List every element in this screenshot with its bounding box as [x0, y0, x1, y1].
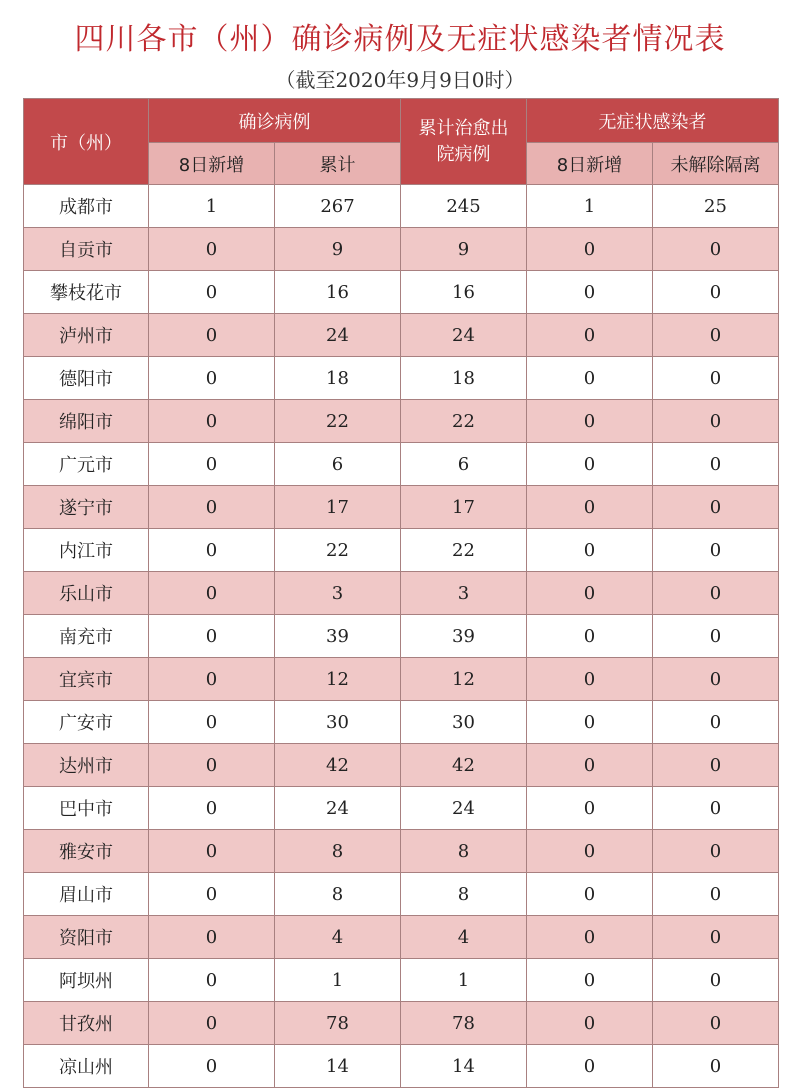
cell-asym-new: 0	[527, 228, 653, 271]
cell-confirmed-new: 1	[149, 185, 275, 228]
cell-confirmed-new: 0	[149, 787, 275, 830]
cell-asym-new: 0	[527, 529, 653, 572]
header-city: 市（州）	[24, 99, 149, 185]
cell-city: 宜宾市	[24, 658, 149, 701]
cell-city: 广元市	[24, 443, 149, 486]
cell-city: 凉山州	[24, 1045, 149, 1088]
cell-cured: 12	[401, 658, 527, 701]
table-row	[24, 658, 779, 701]
table-row	[24, 830, 779, 873]
cell-confirmed-new: 0	[149, 916, 275, 959]
table-row	[24, 615, 779, 658]
cell-asym-new: 0	[527, 271, 653, 314]
cell-confirmed-new: 0	[149, 443, 275, 486]
table-row	[24, 443, 779, 486]
cell-asym-new: 0	[527, 1045, 653, 1088]
cell-asym-unreleased: 0	[653, 529, 779, 572]
header-asym-unreleased: 未解除隔离	[653, 143, 779, 185]
cell-cured: 22	[401, 529, 527, 572]
cell-asym-unreleased: 0	[653, 701, 779, 744]
cell-confirmed-new: 0	[149, 615, 275, 658]
cell-city: 广安市	[24, 701, 149, 744]
cell-cured: 8	[401, 830, 527, 873]
cell-cured: 22	[401, 400, 527, 443]
cell-confirmed-total: 22	[275, 400, 401, 443]
cell-city: 雅安市	[24, 830, 149, 873]
cell-city: 阿坝州	[24, 959, 149, 1002]
cell-city: 成都市	[24, 185, 149, 228]
table-row	[24, 400, 779, 443]
cell-asym-new: 0	[527, 314, 653, 357]
table-row	[24, 486, 779, 529]
cell-asym-unreleased: 0	[653, 830, 779, 873]
cell-confirmed-total: 4	[275, 916, 401, 959]
cell-confirmed-total: 30	[275, 701, 401, 744]
cell-asym-new: 0	[527, 873, 653, 916]
cell-asym-unreleased: 0	[653, 314, 779, 357]
cases-table	[23, 98, 779, 1088]
cell-asym-new: 0	[527, 443, 653, 486]
table-row	[24, 916, 779, 959]
table-row	[24, 228, 779, 271]
cell-city: 遂宁市	[24, 486, 149, 529]
cell-cured: 1	[401, 959, 527, 1002]
table-row	[24, 314, 779, 357]
cell-confirmed-new: 0	[149, 701, 275, 744]
cell-confirmed-new: 0	[149, 959, 275, 1002]
cell-asym-new: 0	[527, 830, 653, 873]
cell-asym-new: 0	[527, 744, 653, 787]
cell-city: 绵阳市	[24, 400, 149, 443]
cell-city: 自贡市	[24, 228, 149, 271]
cell-asym-new: 0	[527, 916, 653, 959]
cell-city: 泸州市	[24, 314, 149, 357]
cell-asym-unreleased: 0	[653, 572, 779, 615]
cell-cured: 8	[401, 873, 527, 916]
cell-confirmed-total: 42	[275, 744, 401, 787]
table-row	[24, 271, 779, 314]
cell-cured: 42	[401, 744, 527, 787]
cell-confirmed-new: 0	[149, 1045, 275, 1088]
cell-confirmed-total: 14	[275, 1045, 401, 1088]
cell-confirmed-total: 24	[275, 787, 401, 830]
cell-confirmed-total: 17	[275, 486, 401, 529]
cell-cured: 17	[401, 486, 527, 529]
page-subtitle: （截至2020年9月9日0时）	[275, 68, 525, 92]
cell-confirmed-new: 0	[149, 873, 275, 916]
cell-asym-unreleased: 25	[653, 185, 779, 228]
page-title: 四川各市（州）确诊病例及无症状感染者情况表	[74, 22, 726, 57]
cell-confirmed-total: 8	[275, 830, 401, 873]
table-row	[24, 1045, 779, 1088]
cell-asym-unreleased: 0	[653, 357, 779, 400]
cell-asym-unreleased: 0	[653, 916, 779, 959]
cell-confirmed-new: 0	[149, 830, 275, 873]
cell-cured: 39	[401, 615, 527, 658]
cell-asym-new: 0	[527, 658, 653, 701]
header-cured: 累计治愈出院病例	[401, 99, 527, 185]
cell-confirmed-new: 0	[149, 529, 275, 572]
cell-asym-unreleased: 0	[653, 787, 779, 830]
cell-confirmed-total: 16	[275, 271, 401, 314]
header-confirmed: 确诊病例	[149, 99, 401, 143]
cell-confirmed-total: 267	[275, 185, 401, 228]
cell-confirmed-total: 78	[275, 1002, 401, 1045]
cell-asym-new: 0	[527, 787, 653, 830]
cell-cured: 18	[401, 357, 527, 400]
header-confirmed-total: 累计	[275, 143, 401, 185]
cell-confirmed-total: 9	[275, 228, 401, 271]
cell-cured: 9	[401, 228, 527, 271]
cell-confirmed-new: 0	[149, 400, 275, 443]
cell-asym-unreleased: 0	[653, 1002, 779, 1045]
cell-cured: 245	[401, 185, 527, 228]
cell-cured: 24	[401, 314, 527, 357]
cell-cured: 14	[401, 1045, 527, 1088]
cell-confirmed-new: 0	[149, 314, 275, 357]
cell-confirmed-new: 0	[149, 357, 275, 400]
cell-city: 甘孜州	[24, 1002, 149, 1045]
cell-cured: 4	[401, 916, 527, 959]
cell-asym-new: 0	[527, 357, 653, 400]
cell-asym-unreleased: 0	[653, 486, 779, 529]
cell-asym-new: 0	[527, 1002, 653, 1045]
cell-confirmed-new: 0	[149, 744, 275, 787]
table-row	[24, 873, 779, 916]
table-row	[24, 357, 779, 400]
cell-asym-unreleased: 0	[653, 744, 779, 787]
table-row	[24, 572, 779, 615]
cell-asym-unreleased: 0	[653, 615, 779, 658]
cell-asym-new: 0	[527, 400, 653, 443]
table-row	[24, 529, 779, 572]
cell-city: 达州市	[24, 744, 149, 787]
cell-city: 眉山市	[24, 873, 149, 916]
cell-asym-new: 0	[527, 701, 653, 744]
cell-confirmed-new: 0	[149, 1002, 275, 1045]
cell-confirmed-total: 8	[275, 873, 401, 916]
cell-confirmed-total: 12	[275, 658, 401, 701]
cell-confirmed-new: 0	[149, 658, 275, 701]
cell-confirmed-new: 0	[149, 486, 275, 529]
cell-cured: 3	[401, 572, 527, 615]
cell-city: 资阳市	[24, 916, 149, 959]
cell-asym-unreleased: 0	[653, 1045, 779, 1088]
cell-asym-unreleased: 0	[653, 959, 779, 1002]
cell-city: 攀枝花市	[24, 271, 149, 314]
cell-cured: 30	[401, 701, 527, 744]
cell-city: 乐山市	[24, 572, 149, 615]
cell-city: 德阳市	[24, 357, 149, 400]
cell-asym-unreleased: 0	[653, 271, 779, 314]
cell-confirmed-total: 24	[275, 314, 401, 357]
cell-asym-new: 1	[527, 185, 653, 228]
cell-city: 内江市	[24, 529, 149, 572]
cell-city: 巴中市	[24, 787, 149, 830]
table-body	[24, 185, 779, 1088]
cell-asym-unreleased: 0	[653, 228, 779, 271]
cell-asym-new: 0	[527, 615, 653, 658]
table-row	[24, 787, 779, 830]
header-asymptomatic: 无症状感染者	[527, 99, 779, 143]
cell-confirmed-new: 0	[149, 271, 275, 314]
table-row	[24, 701, 779, 744]
cell-confirmed-total: 22	[275, 529, 401, 572]
table-row	[24, 744, 779, 787]
table-row	[24, 185, 779, 228]
cell-asym-unreleased: 0	[653, 873, 779, 916]
header-confirmed-new: 8日新增	[149, 143, 275, 185]
cell-asym-new: 0	[527, 486, 653, 529]
cell-asym-new: 0	[527, 572, 653, 615]
cell-confirmed-new: 0	[149, 228, 275, 271]
cell-cured: 6	[401, 443, 527, 486]
table-row	[24, 959, 779, 1002]
cell-asym-unreleased: 0	[653, 658, 779, 701]
cell-asym-unreleased: 0	[653, 443, 779, 486]
cell-confirmed-total: 3	[275, 572, 401, 615]
header-asym-new: 8日新增	[527, 143, 653, 185]
cell-cured: 78	[401, 1002, 527, 1045]
cell-confirmed-total: 1	[275, 959, 401, 1002]
cell-asym-new: 0	[527, 959, 653, 1002]
cell-confirmed-new: 0	[149, 572, 275, 615]
cell-city: 南充市	[24, 615, 149, 658]
cell-cured: 16	[401, 271, 527, 314]
cell-cured: 24	[401, 787, 527, 830]
cell-confirmed-total: 39	[275, 615, 401, 658]
table-row	[24, 1002, 779, 1045]
cell-confirmed-total: 6	[275, 443, 401, 486]
cell-asym-unreleased: 0	[653, 400, 779, 443]
cell-confirmed-total: 18	[275, 357, 401, 400]
